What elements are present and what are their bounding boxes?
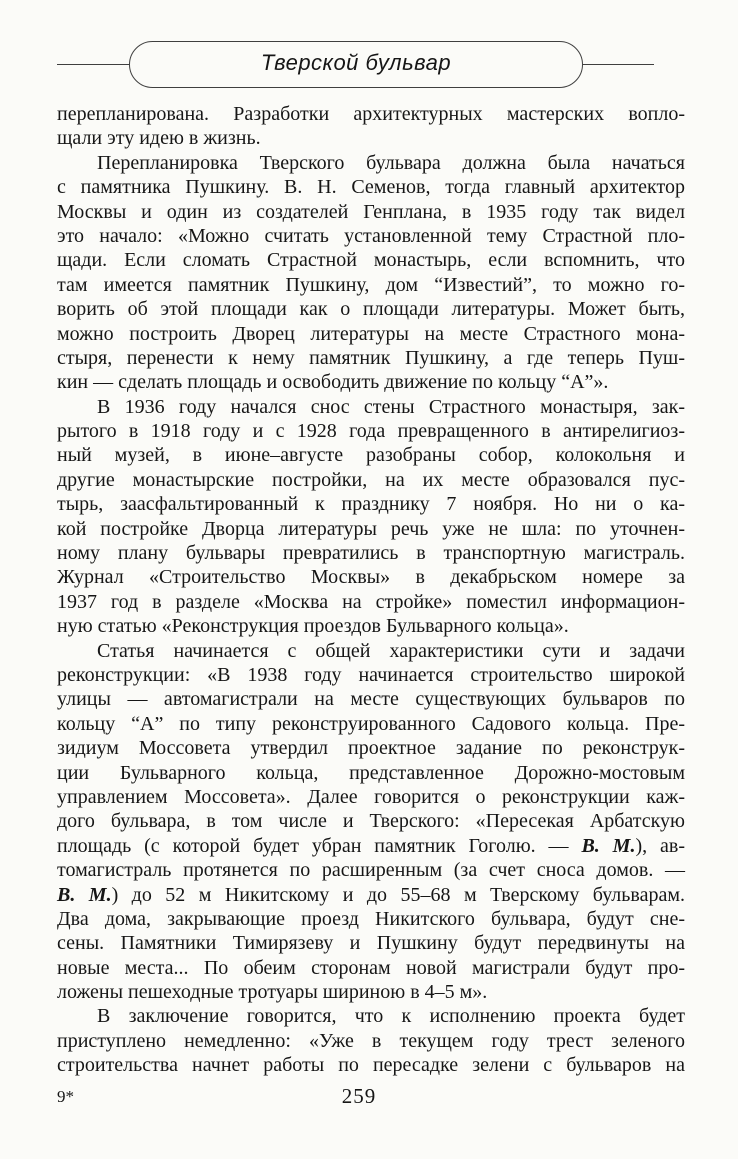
text-line <box>57 273 685 297</box>
text-segment: Журнал «Строительство Москвы» в декабрьском номере за <box>57 566 685 589</box>
text-line <box>57 102 685 126</box>
text-line <box>57 761 685 785</box>
text-line <box>57 200 685 224</box>
text-line <box>57 590 685 614</box>
text-segment: тырь, заасфальтированный к празднику 7 ноября. Но ни о ка- <box>57 493 685 516</box>
text-segment: ворить об этой площади как о площади литературы. Может быть, <box>57 298 685 321</box>
text-segment: новые места... По обеим сторонам новой магистрали будут про- <box>57 956 685 979</box>
chapter-header <box>57 40 654 88</box>
text-segment: кольцу “А” по типу реконструированного Садового кольца. Пре- <box>57 712 685 735</box>
text-line <box>57 785 685 809</box>
text-segment: ный музей, в июне–августе разобраны собор, колокольня и <box>57 444 685 467</box>
text-segment: улицы — автомагистрали на месте существующих бульваров по <box>57 688 685 711</box>
text-line <box>57 687 685 711</box>
text-line <box>57 370 685 394</box>
text-segment: рытого в 1918 году и с 1928 года превращенного в антирелигиоз- <box>57 420 685 443</box>
text-line <box>57 419 685 443</box>
text-line <box>57 1053 685 1077</box>
text-line <box>57 907 685 931</box>
text-segment: В 1936 году начался снос стены Страстного монастыря, зак- <box>97 395 685 418</box>
text-segment: ции Бульварного кольца, представленное Дорожно-мостовым <box>57 761 685 784</box>
text-segment: строительства начнет работы по пересадке зелени с бульваров на <box>57 1054 685 1077</box>
text-segment: кой постройке Дворца литературы речь уже не шла: по уточнен- <box>57 517 685 540</box>
chapter-title: Тверской бульвар <box>260 50 452 75</box>
text-segment: Перепланировка Тверского бульвара должна была начаться <box>97 151 685 174</box>
text-line <box>57 712 685 736</box>
text-line <box>57 883 685 907</box>
text-segment: с памятника Пушкину. В. Н. Семенов, тогда главный архитектор <box>57 176 685 199</box>
text-line <box>57 297 685 321</box>
text-segment: 1937 год в разделе «Москва на стройке» поместил информацион- <box>57 590 685 613</box>
editor-initials: В. М. <box>57 883 112 906</box>
text-segment: щади. Если сломать Страстной монастырь, если вспомнить, что <box>57 249 685 272</box>
text-segment: другие монастырские постройки, на их месте образовался пус- <box>57 468 685 491</box>
header-rule-left <box>57 64 129 65</box>
text-segment: это начало: «Можно считать установленной тему Страстной пло- <box>57 224 685 247</box>
text-segment: ную статью «Реконструкция проездов Бульварного кольца». <box>57 615 569 638</box>
text-segment: реконструкции: «В 1938 году начинается строительство широкой <box>57 663 685 686</box>
text-line <box>57 175 685 199</box>
text-line <box>57 395 685 419</box>
chapter-title-box <box>129 41 583 88</box>
text-segment: ) до 52 м Никитскому и до 55–68 м Тверскому бульварам. <box>111 883 686 906</box>
text-line <box>57 614 685 638</box>
text-line <box>57 809 685 833</box>
text-line <box>57 224 685 248</box>
text-line <box>57 956 685 980</box>
text-segment: кин — сделать площадь и освободить движение по кольцу “А”». <box>57 371 609 394</box>
text-line <box>57 126 685 150</box>
text-segment: дого бульвара, в том числе и Тверского: «Пересекая Арбатскую <box>57 810 685 833</box>
text-line <box>57 736 685 760</box>
text-line <box>57 1004 685 1028</box>
text-line <box>57 443 685 467</box>
text-line <box>57 834 685 858</box>
text-line <box>57 151 685 175</box>
text-line <box>57 858 685 882</box>
text-segment: Статья начинается с общей характеристики сути и задачи <box>97 639 685 662</box>
text-line <box>57 492 685 516</box>
text-segment: Москвы и один из создателей Генплана, в 1935 году так видел <box>57 200 685 223</box>
text-line <box>57 663 685 687</box>
header-rule-right <box>583 64 654 65</box>
text-segment: Два дома, закрывающие проезд Никитского бульвара, будут сне- <box>57 907 685 930</box>
text-segment: томагистраль протянется по расширенным (за счет сноса домов. — <box>57 859 685 882</box>
text-line <box>57 346 685 370</box>
page-footer <box>57 1084 685 1110</box>
text-segment: ному плану бульвары превратились в транспортную магистраль. <box>57 542 685 565</box>
text-line <box>57 322 685 346</box>
text-segment: зидиум Моссовета утвердил проектное задание по реконструк- <box>57 737 685 760</box>
text-segment: площадь (с которой будет убран памятник Гоголю. — <box>57 834 582 857</box>
text-line <box>57 980 685 1004</box>
page-number: 259 <box>341 1084 377 1108</box>
text-line <box>57 468 685 492</box>
text-segment: щали эту идею в жизнь. <box>57 127 261 150</box>
footer-signature: 9* <box>57 1087 74 1106</box>
text-segment: приступлено немедленно: «Уже в текущем году трест зеленого <box>57 1029 685 1052</box>
text-line <box>57 248 685 272</box>
text-segment: стыря, перенести к нему памятник Пушкину, а где теперь Пуш- <box>57 346 685 369</box>
body-text <box>57 102 685 1078</box>
text-segment: сены. Памятники Тимирязеву и Пушкину будут передвинуты на <box>57 932 685 955</box>
text-segment: ), ав- <box>635 834 685 857</box>
text-line <box>57 639 685 663</box>
text-line <box>57 1029 685 1053</box>
text-segment: ложены пешеходные тротуары шириною в 4–5 м». <box>57 981 488 1004</box>
text-segment: перепланирована. Разработки архитектурных мастерских вопло- <box>57 103 685 125</box>
text-segment: В заключение говорится, что к исполнению проекта будет <box>97 1005 685 1028</box>
text-segment: там имеется памятник Пушкину, дом “Известий”, то можно го- <box>57 273 685 296</box>
text-segment: управлением Моссовета». Далее говорится о реконструкции каж- <box>57 785 685 808</box>
text-line <box>57 565 685 589</box>
text-segment: можно построить Дворец литературы на месте Страстного мона- <box>57 322 685 345</box>
text-line <box>57 517 685 541</box>
text-line <box>57 931 685 955</box>
text-line <box>57 541 685 565</box>
editor-initials: В. М. <box>581 834 636 857</box>
